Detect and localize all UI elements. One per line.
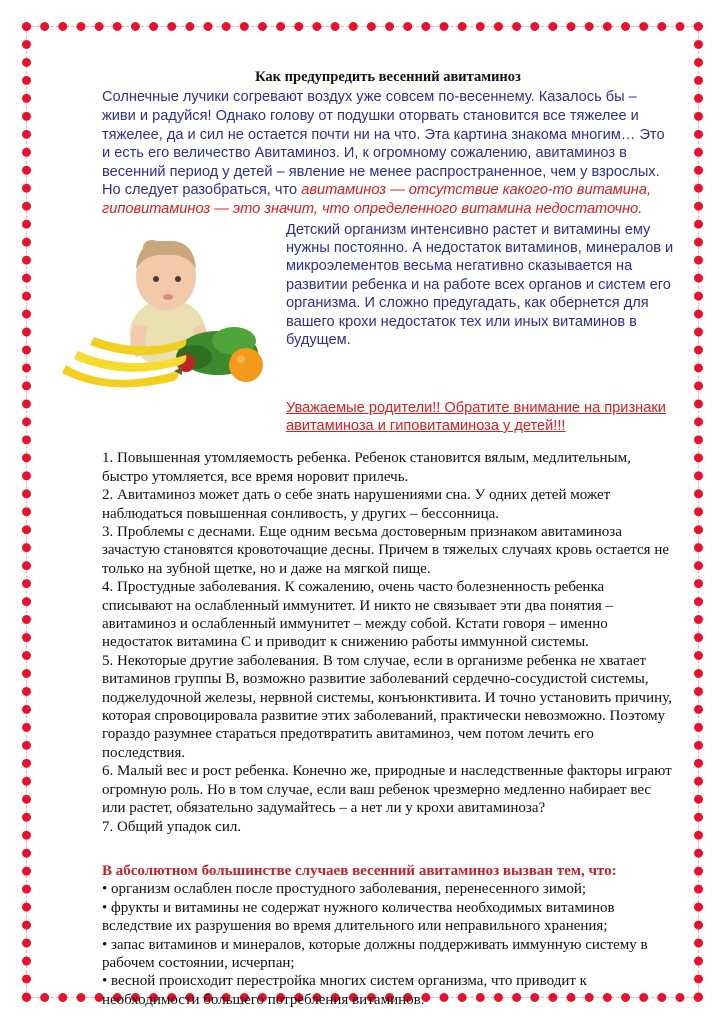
list-item: 5. Некоторые другие заболевания. В том случае, если в организме ребенка не хватает витаминов группы В, возможно развитие заболеваний сердечно-сосудистой системы, поджелудочной железы, нервной системы, конъюнктивита. И точно установить причину, которая спровоцировала развитие этих заболеваний, практически невозможно. Поэтому гораздо разумнее стараться предотвратить авитаминоз, чем потом лечить его последствия. — [102, 652, 672, 761]
document — [102, 68, 674, 1009]
causes-list — [102, 880, 674, 1009]
side-paragraph: Детский организм интенсивно растет и витамины ему нужны постоянно. А недостаток витаминов, минералов и микроэлементов весьма негативно сказывается на развитии ребенка и на работе всех органов и систем его организма. И сложно предугадать, как обернется для вашего крохи недостаток тех или иных витаминов в будущем. — [286, 221, 674, 348]
intro-paragraph — [102, 88, 674, 218]
list-item: • запас витаминов и минералов, которые должны поддерживать иммунную систему в рабочем состоянии, исчерпан; — [102, 936, 648, 971]
list-item: 7. Общий упадок сил. — [102, 818, 242, 835]
list-item: • организм ослаблен после простудного заболевания, перенесенного зимой; — [102, 881, 587, 898]
signs-list — [102, 449, 674, 836]
causes-heading: В абсолютном большинстве случаев весенний авитаминоз вызван тем, что: — [102, 862, 617, 879]
intro-highlight: авитаминоз — отсутствие какого-то витамина, гиповитаминоз — это значит, что определенного витамина недостаточно. — [102, 182, 652, 217]
list-item: • весной происходит перестройка многих систем организма, что приводит к необходимости большего потребления витаминов. — [102, 973, 587, 1008]
list-item: 6. Малый вес и рост ребенка. Конечно же, природные и наследственные факторы играют огромную роль. Но в том случае, если ваш ребенок чрезмерно медленно набирает вес или растет, обязательно задумайтесь – а нет ли у крохи авитаминоза? — [102, 763, 672, 817]
page-title: Как предупредить весенний авитаминоз — [255, 69, 521, 85]
parents-appeal: Уважаемые родители!! Обратите внимание на признаки авитаминоза и гиповитаминоза у детей!!! — [286, 399, 666, 434]
list-item: 3. Проблемы с деснами. Еще одним весьма достоверным признаком авитаминоза зачастую становятся кровоточащие десны. Причем в тяжелых случаях кровь остается не только на зубной щетке, но и даже на мягкой пище. — [102, 524, 670, 577]
child-with-fruit-photo — [58, 225, 274, 389]
photo-block — [102, 221, 674, 397]
list-item: 1. Повышенная утомляемость ребенка. Ребенок становится вялым, медлительным, быстро утомляется, все время норовит прилечь. — [102, 450, 631, 485]
list-item: 2. Авитаминоз может дать о себе знать нарушениями сна. У одних детей может наблюдаться повышенная сонливость, у других – бессонница. — [102, 487, 611, 522]
intro-text: Солнечные лучики согревают воздух уже совсем по-весеннему. Казалось бы – живи и радуйся! Однако голову от подушки оторвать становится все тяжелее и тяжелее, да и сил не остается почти ни на что. Эта картина знакома многим… Это и есть его величество Авитаминоз. И, к огромному сожалению, авитаминоз в весенний период у детей – явление не менее распространенное, чем у взрослых. Но следует разобраться, что — [102, 89, 665, 199]
list-item: 4. Простудные заболевания. К сожалению, очень часто болезненность ребенка списывают на ослабленный иммунитет. И никто не связывает эти два понятия – авитаминоз и ослабленный иммунитет – между собой. Кстати говоря – именно недостаток витамина С и приводит к снижению работы иммунной системы. — [102, 579, 614, 651]
list-item: • фрукты и витамины не содержат нужного количества необходимых витаминов вследствие их разрушения во время длительного или неправильного хранения; — [102, 899, 615, 935]
